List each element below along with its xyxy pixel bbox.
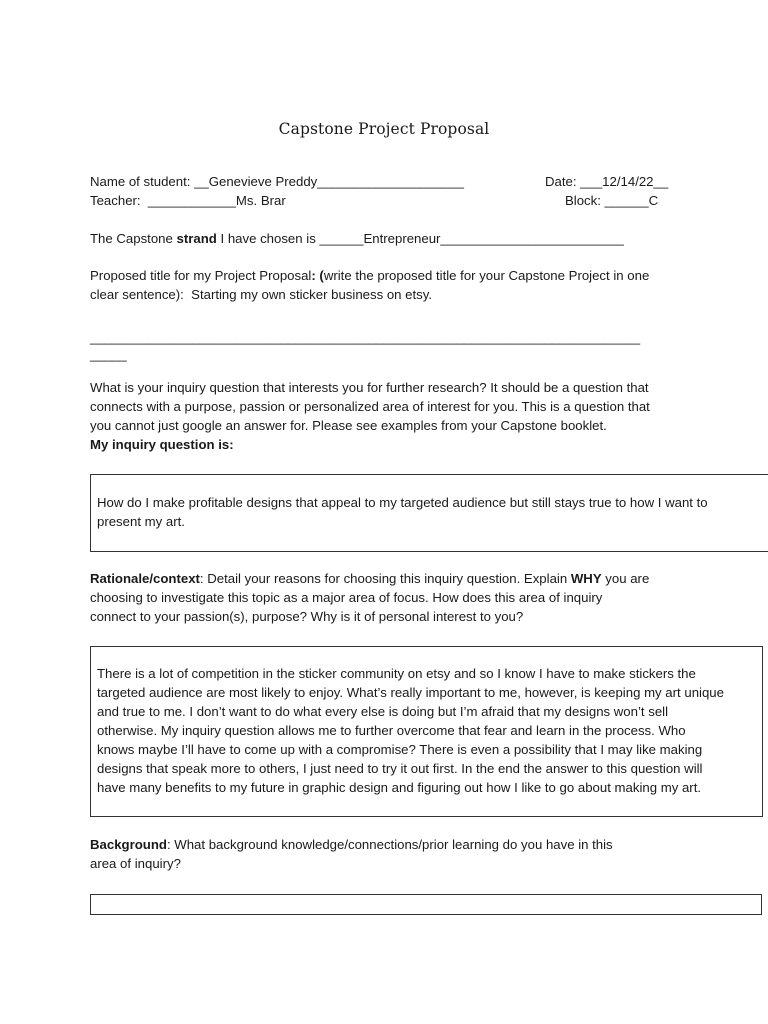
rationale-answer-line: targeted audience are most likely to enjoy. What’s really important to me, however, is keeping my art unique — [97, 685, 724, 700]
inquiry-prompt-line: you cannot just google an answer for. Please see examples from your Capstone booklet. — [90, 418, 607, 433]
inquiry-answer-line: present my art. — [97, 514, 185, 529]
rationale-answer-line: otherwise. My inquiry question allows me to further overcome that fear and learn in the process. Who — [97, 723, 686, 738]
block-field: Block: ______C — [565, 193, 659, 208]
background-prompt-line2: area of inquiry? — [90, 856, 181, 871]
proposed-title-line1 — [90, 266, 649, 285]
strand-line — [90, 229, 624, 248]
rationale-answer-line: There is a lot of competition in the sticker community on etsy and so I know I have to make stickers the — [97, 666, 696, 681]
proposed-title-line2: clear sentence): Starting my own sticker business on etsy. — [90, 287, 433, 302]
rationale-answer-line: designs that speak more to others, I just need to try it out first. In the end the answer to this question will — [97, 761, 703, 776]
rationale-text-end: you are — [601, 571, 650, 586]
rationale-why: WHY — [570, 571, 602, 586]
rationale-text: : Detail your reasons for choosing this inquiry question. Explain — [199, 571, 571, 586]
page-title: Capstone Project Proposal — [278, 120, 490, 138]
proposed-title-label: Proposed title for my Project Proposal — [90, 268, 312, 283]
background-answer-box[interactable] — [90, 894, 762, 915]
student-name-field: Name of student: __Genevieve Preddy____________________ — [90, 174, 464, 189]
strand-prefix: The Capstone — [90, 231, 177, 246]
background-text: : What background knowledge/connections/prior learning do you have in this — [166, 837, 613, 852]
inquiry-prompt-line: What is your inquiry question that interests you for further research? It should be a question that — [90, 380, 649, 395]
rationale-answer-box[interactable] — [90, 646, 763, 817]
inquiry-answer-box[interactable] — [90, 474, 768, 552]
rationale-answer-line: have many benefits to my future in graphic design and figuring out how I like to go about making my art. — [97, 780, 702, 795]
rationale-prompt-line3: connect to your passion(s), purpose? Why is it of personal interest to you? — [90, 609, 524, 624]
background-prompt-line1 — [90, 835, 613, 854]
proposed-title-underline: ___________________________________________________________________________ — [90, 330, 641, 345]
date-field: Date: ___12/14/22__ — [545, 174, 669, 189]
rationale-prompt-line2: choosing to investigate this topic as a major area of focus. How does this area of inquiry — [90, 590, 603, 605]
inquiry-prompt-line: connects with a purpose, passion or personalized area of interest for you. This is a question that — [90, 399, 650, 414]
strand-bold: strand — [176, 231, 217, 246]
rationale-answer-line: and true to me. I don’t want to do what every else is doing but I’m afraid that my designs won’t sell — [97, 704, 669, 719]
rationale-label: Rationale/context — [90, 571, 200, 586]
strand-suffix: I have chosen is ______Entrepreneur_________________________ — [216, 231, 624, 246]
background-label: Background — [90, 837, 167, 852]
inquiry-question-label: My inquiry question is: — [90, 437, 234, 452]
proposed-title-instructions: write the proposed title for your Capstone Project in one — [323, 268, 650, 283]
teacher-field: Teacher: ____________Ms. Brar — [90, 193, 286, 208]
rationale-prompt-line1 — [90, 569, 649, 588]
rationale-answer-line: knows maybe I’ll have to come up with a compromise? There is even a possibility that I may like making — [97, 742, 703, 757]
proposed-title-colon: : ( — [311, 268, 324, 283]
inquiry-answer-line: How do I make profitable designs that appeal to my targeted audience but still stays true to how I want to — [97, 495, 708, 510]
proposed-title-underline-short: _____ — [90, 347, 127, 362]
